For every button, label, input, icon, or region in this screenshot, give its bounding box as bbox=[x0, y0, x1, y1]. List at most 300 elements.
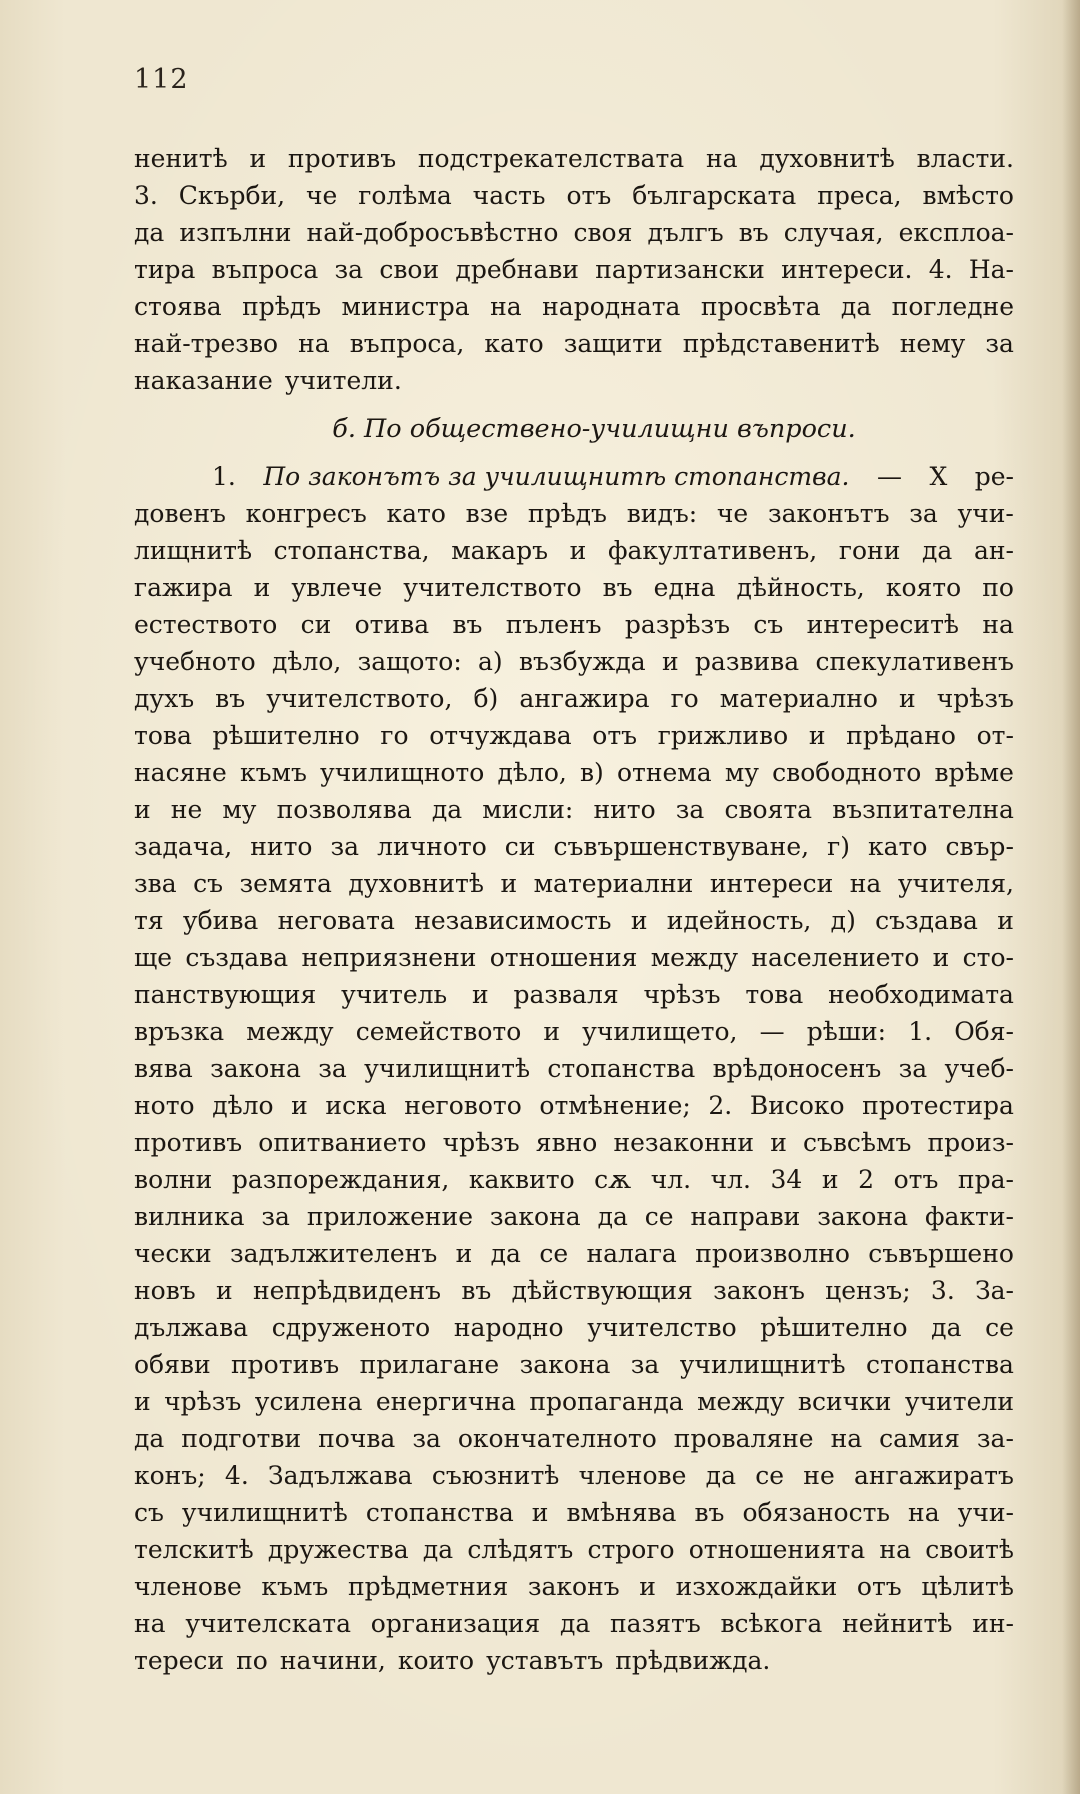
word: изпълни bbox=[179, 218, 292, 247]
word: слѣдятъ bbox=[467, 1535, 574, 1564]
word: прѣдвижда. bbox=[615, 1646, 771, 1675]
word: възбужда bbox=[518, 647, 646, 676]
text-line bbox=[134, 140, 1014, 177]
word: грижливо bbox=[657, 721, 789, 750]
text-line bbox=[134, 976, 1014, 1013]
word: 4. bbox=[224, 1461, 249, 1490]
text-line bbox=[134, 1124, 1014, 1161]
word: учитель bbox=[341, 980, 448, 1009]
word: да bbox=[134, 1424, 165, 1453]
word: направи bbox=[690, 1202, 801, 1231]
word: каквито bbox=[468, 1165, 575, 1194]
word: за bbox=[630, 1350, 660, 1379]
word: за- bbox=[976, 1424, 1014, 1453]
word: отъ bbox=[592, 721, 638, 750]
word: строго bbox=[587, 1535, 675, 1564]
text-line bbox=[134, 177, 1014, 214]
word: да bbox=[422, 1535, 454, 1564]
word: за bbox=[334, 255, 364, 284]
word: семейството bbox=[355, 1017, 522, 1046]
word: естеството bbox=[134, 610, 278, 639]
word: учителство bbox=[587, 1313, 737, 1342]
word: да bbox=[134, 218, 165, 247]
word: нейнитѣ bbox=[842, 1609, 953, 1638]
word: да bbox=[559, 1609, 591, 1638]
word: прѣдметния bbox=[347, 1572, 509, 1601]
word: ще bbox=[134, 943, 173, 972]
word: врѣме bbox=[934, 758, 1014, 787]
word: като bbox=[868, 832, 928, 861]
word: чрѣзъ bbox=[936, 684, 1014, 713]
item-title: По законътъ за училищнитѣ стопанства. bbox=[263, 462, 850, 491]
text-line bbox=[134, 1013, 1014, 1050]
word: рѣшително bbox=[212, 721, 360, 750]
word: учители bbox=[904, 1387, 1014, 1416]
word: своята bbox=[724, 795, 813, 824]
word: че bbox=[716, 499, 749, 528]
word: и bbox=[249, 144, 267, 173]
word: за bbox=[412, 1424, 441, 1453]
word: всѣкога bbox=[720, 1609, 823, 1638]
text-line bbox=[134, 680, 1014, 717]
word: факултативенъ, bbox=[607, 536, 818, 565]
word: разпореждания, bbox=[231, 1165, 450, 1194]
word: вмѣнява bbox=[566, 1498, 677, 1527]
text-line bbox=[134, 325, 1014, 362]
word: за bbox=[261, 1202, 290, 1231]
word: стоява bbox=[134, 292, 222, 321]
word: Обя- bbox=[954, 1017, 1014, 1046]
word: и bbox=[531, 1498, 549, 1527]
word: създава bbox=[185, 943, 289, 972]
word: за bbox=[330, 832, 360, 861]
word: пропаганда bbox=[529, 1387, 684, 1416]
word: училището, bbox=[582, 1017, 738, 1046]
word: по bbox=[236, 1646, 268, 1675]
word: чрѣзъ bbox=[164, 1387, 242, 1416]
paragraph-2 bbox=[134, 495, 1014, 1679]
word: неговата bbox=[277, 906, 395, 935]
word: къмъ bbox=[261, 1572, 329, 1601]
word: и bbox=[808, 721, 826, 750]
word: му bbox=[724, 758, 759, 787]
word: чески bbox=[134, 1239, 212, 1268]
word: тира bbox=[134, 255, 196, 284]
word: Скърби, bbox=[178, 181, 286, 210]
word: свои bbox=[379, 255, 440, 284]
text-block bbox=[134, 140, 1014, 1679]
word: материално bbox=[719, 684, 878, 713]
word: сѫ bbox=[594, 1165, 632, 1194]
word: отчуждава bbox=[429, 721, 572, 750]
word: отнема bbox=[616, 758, 712, 787]
word: просвѣта bbox=[700, 292, 821, 321]
word: и bbox=[630, 906, 648, 935]
word: съвсѣмъ bbox=[802, 1128, 912, 1157]
word: дружества bbox=[267, 1535, 409, 1564]
word: учителската bbox=[185, 1609, 352, 1638]
word: учебното bbox=[134, 647, 256, 676]
text-line bbox=[134, 1420, 1014, 1457]
word: съвършенствуване, bbox=[553, 832, 810, 861]
text-line bbox=[134, 1642, 1014, 1679]
word: г) bbox=[827, 832, 850, 861]
text-line bbox=[134, 251, 1014, 288]
text-line bbox=[134, 643, 1014, 680]
word: прѣдставенитѣ bbox=[682, 329, 880, 358]
word: ин- bbox=[972, 1609, 1014, 1638]
word: задача, bbox=[134, 832, 233, 861]
text-line bbox=[134, 214, 1014, 251]
word: на bbox=[830, 1424, 863, 1453]
word: преса, bbox=[817, 181, 902, 210]
word: се bbox=[644, 1202, 674, 1231]
word: експлоа- bbox=[898, 218, 1014, 247]
word: отива bbox=[354, 610, 430, 639]
word: идейность, bbox=[666, 906, 812, 935]
word: това bbox=[745, 980, 804, 1009]
word: неприязнени bbox=[301, 943, 477, 972]
word: населението bbox=[751, 943, 920, 972]
word: стопанства, bbox=[273, 536, 430, 565]
word: на bbox=[908, 1498, 940, 1527]
word: на bbox=[849, 869, 882, 898]
word: За- bbox=[975, 1276, 1014, 1305]
word: нито bbox=[250, 832, 313, 861]
word: съ bbox=[134, 1498, 164, 1527]
word: обязаность bbox=[742, 1498, 891, 1527]
word: 4. bbox=[928, 255, 953, 284]
word: дѣло bbox=[212, 1091, 274, 1120]
word: позволява bbox=[276, 795, 412, 824]
word: чрѣзъ bbox=[643, 980, 721, 1009]
text-line bbox=[134, 1050, 1014, 1087]
word: стопанства bbox=[866, 1350, 1014, 1379]
text-line bbox=[134, 717, 1014, 754]
word: д) bbox=[830, 906, 856, 935]
word: интереситѣ bbox=[806, 610, 959, 639]
word: въ bbox=[452, 610, 483, 639]
word: нито bbox=[593, 795, 656, 824]
word: не bbox=[803, 1461, 835, 1490]
word: прѣдано bbox=[846, 721, 956, 750]
word: членове bbox=[578, 1461, 687, 1490]
word: като bbox=[386, 499, 446, 528]
word: го bbox=[380, 721, 409, 750]
word: волни bbox=[134, 1165, 213, 1194]
word: ан- bbox=[973, 536, 1014, 565]
word: проваляне bbox=[673, 1424, 814, 1453]
text-line bbox=[134, 1531, 1014, 1568]
word: X bbox=[929, 462, 948, 491]
word: непрѣдвиденъ bbox=[252, 1276, 442, 1305]
text-line bbox=[134, 1272, 1014, 1309]
text-line bbox=[134, 1457, 1014, 1494]
word: на bbox=[982, 610, 1014, 639]
word: въпроса, bbox=[349, 329, 465, 358]
word: часть bbox=[472, 181, 546, 210]
text-line bbox=[134, 1087, 1014, 1124]
word: законъ bbox=[713, 1276, 805, 1305]
word: и bbox=[997, 906, 1014, 935]
word: 34 bbox=[770, 1165, 803, 1194]
word: дѣло, bbox=[271, 647, 342, 676]
word: законътъ bbox=[767, 499, 890, 528]
text-line bbox=[134, 939, 1014, 976]
word: това bbox=[134, 721, 192, 750]
word: му bbox=[222, 795, 257, 824]
word: ангажиратъ bbox=[854, 1461, 1014, 1490]
word: сто- bbox=[962, 943, 1014, 972]
word: връзка bbox=[134, 1017, 225, 1046]
word: взе bbox=[465, 499, 509, 528]
word: на bbox=[490, 292, 522, 321]
word: народната bbox=[542, 292, 681, 321]
word: съ bbox=[193, 869, 224, 898]
word: която bbox=[885, 573, 962, 602]
word: между bbox=[650, 943, 739, 972]
word: окончателното bbox=[457, 1424, 657, 1453]
word: от- bbox=[976, 721, 1014, 750]
word: конъ; bbox=[134, 1461, 206, 1490]
word: дължава bbox=[134, 1313, 249, 1342]
word: случая, bbox=[783, 218, 884, 247]
word: духъ bbox=[134, 684, 195, 713]
word: си bbox=[300, 610, 332, 639]
word: пазятъ bbox=[610, 1609, 701, 1638]
word: приложение bbox=[306, 1202, 473, 1231]
word: въ bbox=[602, 573, 633, 602]
word: подготви bbox=[181, 1424, 302, 1453]
word: тереси bbox=[134, 1646, 225, 1675]
word: училищнитѣ bbox=[181, 1498, 348, 1527]
word: своя bbox=[573, 218, 633, 247]
text-line bbox=[134, 902, 1014, 939]
word: духовнитѣ bbox=[759, 144, 895, 173]
word: погледне bbox=[891, 292, 1014, 321]
word: незаконни bbox=[613, 1128, 755, 1157]
word: рѣшително bbox=[760, 1313, 908, 1342]
word: членове bbox=[134, 1572, 242, 1601]
word: развива bbox=[694, 647, 800, 676]
word: и bbox=[569, 536, 587, 565]
word: и bbox=[471, 980, 489, 1009]
word: увлече bbox=[291, 573, 383, 602]
text-line bbox=[134, 754, 1014, 791]
item-title-line bbox=[134, 458, 1014, 495]
word: дългъ bbox=[647, 218, 724, 247]
word: че bbox=[306, 181, 338, 210]
word: къмъ bbox=[239, 758, 307, 787]
word: дѣйность, bbox=[736, 573, 865, 602]
word: Високо bbox=[749, 1091, 845, 1120]
word: между bbox=[697, 1387, 785, 1416]
word: и bbox=[639, 1572, 656, 1601]
word: явно bbox=[535, 1128, 598, 1157]
word: почва bbox=[318, 1424, 396, 1453]
word: видъ: bbox=[626, 499, 698, 528]
word: въ bbox=[694, 1498, 725, 1527]
word: обяви bbox=[134, 1350, 211, 1379]
section-heading: б. По обществено-училищни въпроси. bbox=[332, 414, 856, 444]
word: ното bbox=[134, 1091, 195, 1120]
text-line bbox=[134, 1161, 1014, 1198]
word: се bbox=[985, 1313, 1014, 1342]
text-line bbox=[134, 865, 1014, 902]
text-line bbox=[134, 1346, 1014, 1383]
word: — bbox=[759, 1017, 785, 1046]
word: произволно bbox=[695, 1239, 850, 1268]
page-number: 112 bbox=[134, 64, 189, 95]
word: дребнави bbox=[455, 255, 579, 284]
word: панствующия bbox=[134, 980, 317, 1009]
word: за bbox=[318, 1054, 347, 1083]
word: да bbox=[597, 1202, 628, 1231]
word: въ bbox=[461, 1276, 492, 1305]
word: прилагане bbox=[359, 1350, 500, 1379]
word: противъ bbox=[231, 1350, 340, 1379]
word: пра- bbox=[957, 1165, 1014, 1194]
word: вява bbox=[134, 1054, 193, 1083]
word: се bbox=[755, 1461, 785, 1490]
word: отъ bbox=[856, 1572, 902, 1601]
word: да bbox=[931, 1313, 962, 1342]
word: чл. bbox=[710, 1165, 751, 1194]
text-line bbox=[134, 1605, 1014, 1642]
word: личното bbox=[377, 832, 487, 861]
word: На- bbox=[968, 255, 1014, 284]
word: свър- bbox=[945, 832, 1014, 861]
word: мисли: bbox=[482, 795, 574, 824]
word: необходимата bbox=[828, 980, 1014, 1009]
word: ангажира bbox=[519, 684, 650, 713]
word: за bbox=[909, 499, 938, 528]
word: в) bbox=[579, 758, 604, 787]
word: усилена bbox=[254, 1387, 363, 1416]
text-line bbox=[134, 1383, 1014, 1420]
word: защото: bbox=[357, 647, 462, 676]
word: да bbox=[840, 292, 872, 321]
word: разваля bbox=[513, 980, 619, 1009]
word: съвършено bbox=[868, 1239, 1014, 1268]
text-line bbox=[134, 1235, 1014, 1272]
word: нему bbox=[899, 329, 966, 358]
word: като bbox=[484, 329, 544, 358]
word: факти- bbox=[924, 1202, 1014, 1231]
word: най-трезво bbox=[134, 329, 279, 358]
text-line bbox=[134, 1494, 1014, 1531]
word: гажира bbox=[134, 573, 233, 602]
word: неговото bbox=[404, 1091, 522, 1120]
word: своитѣ bbox=[925, 1535, 1014, 1564]
word: училищното bbox=[320, 758, 485, 787]
word: стопанства bbox=[547, 1054, 696, 1083]
word: протестира bbox=[862, 1091, 1014, 1120]
word: отъ bbox=[893, 1165, 939, 1194]
text-line bbox=[134, 362, 1014, 399]
word: сдруженото bbox=[271, 1313, 431, 1342]
word: го bbox=[670, 684, 699, 713]
word: начини, bbox=[279, 1646, 386, 1675]
word: уставътъ bbox=[486, 1646, 604, 1675]
word: 3. bbox=[930, 1276, 955, 1305]
word: налага bbox=[586, 1239, 677, 1268]
word: за bbox=[985, 329, 1014, 358]
text-line bbox=[134, 532, 1014, 569]
word: енергична bbox=[375, 1387, 516, 1416]
text-line bbox=[134, 606, 1014, 643]
word: врѣдоносенъ bbox=[712, 1054, 882, 1083]
word: и bbox=[134, 795, 151, 824]
word: създава bbox=[875, 906, 978, 935]
word: да bbox=[431, 795, 463, 824]
word: материални bbox=[533, 869, 694, 898]
word: които bbox=[397, 1646, 475, 1675]
word: противъ bbox=[134, 1128, 243, 1157]
word: разрѣзъ bbox=[624, 610, 731, 639]
word: зва bbox=[134, 869, 177, 898]
word: въ bbox=[738, 218, 769, 247]
word: цѣлитѣ bbox=[921, 1572, 1014, 1601]
word: и bbox=[134, 1387, 151, 1416]
word: за bbox=[675, 795, 705, 824]
word: закона bbox=[519, 1350, 611, 1379]
word: спекулативенъ bbox=[815, 647, 1014, 676]
word: цензъ; bbox=[825, 1276, 911, 1305]
word: дѣло, bbox=[497, 758, 567, 787]
word: земята bbox=[239, 869, 332, 898]
word: на bbox=[879, 1535, 911, 1564]
word: независимость bbox=[414, 906, 612, 935]
word: да bbox=[922, 536, 953, 565]
word: вилника bbox=[134, 1202, 245, 1231]
text-line bbox=[134, 495, 1014, 532]
word: 3. bbox=[134, 181, 158, 210]
text-line bbox=[134, 288, 1014, 325]
word: защити bbox=[563, 329, 663, 358]
word: и bbox=[291, 1091, 308, 1120]
word: закона bbox=[210, 1054, 301, 1083]
word: 1. bbox=[908, 1017, 933, 1046]
word: законъ bbox=[527, 1572, 620, 1601]
word: отношенията bbox=[688, 1535, 866, 1564]
word: най-добросъвѣстно bbox=[306, 218, 559, 247]
word: учителството, bbox=[266, 684, 453, 713]
word: самия bbox=[879, 1424, 960, 1453]
word: и bbox=[455, 1239, 473, 1268]
word: чл. bbox=[650, 1165, 692, 1194]
word: пъленъ bbox=[505, 610, 602, 639]
word: телскитѣ bbox=[134, 1535, 254, 1564]
word: по bbox=[982, 573, 1014, 602]
word: произ- bbox=[927, 1128, 1014, 1157]
word: и bbox=[215, 1276, 233, 1305]
word: 2. bbox=[708, 1091, 733, 1120]
word: стопанства bbox=[365, 1498, 514, 1527]
text-line bbox=[134, 569, 1014, 606]
word: организация bbox=[370, 1609, 541, 1638]
word: въ bbox=[215, 684, 246, 713]
word: учеб- bbox=[944, 1054, 1014, 1083]
word: свободното bbox=[772, 758, 922, 787]
word: — bbox=[876, 462, 902, 491]
word: прѣдъ bbox=[242, 292, 322, 321]
word: чрѣзъ bbox=[442, 1128, 520, 1157]
word: изхождайки bbox=[675, 1572, 838, 1601]
item-number: 1. bbox=[212, 462, 236, 491]
word: народно bbox=[453, 1313, 564, 1342]
text-line bbox=[134, 791, 1014, 828]
